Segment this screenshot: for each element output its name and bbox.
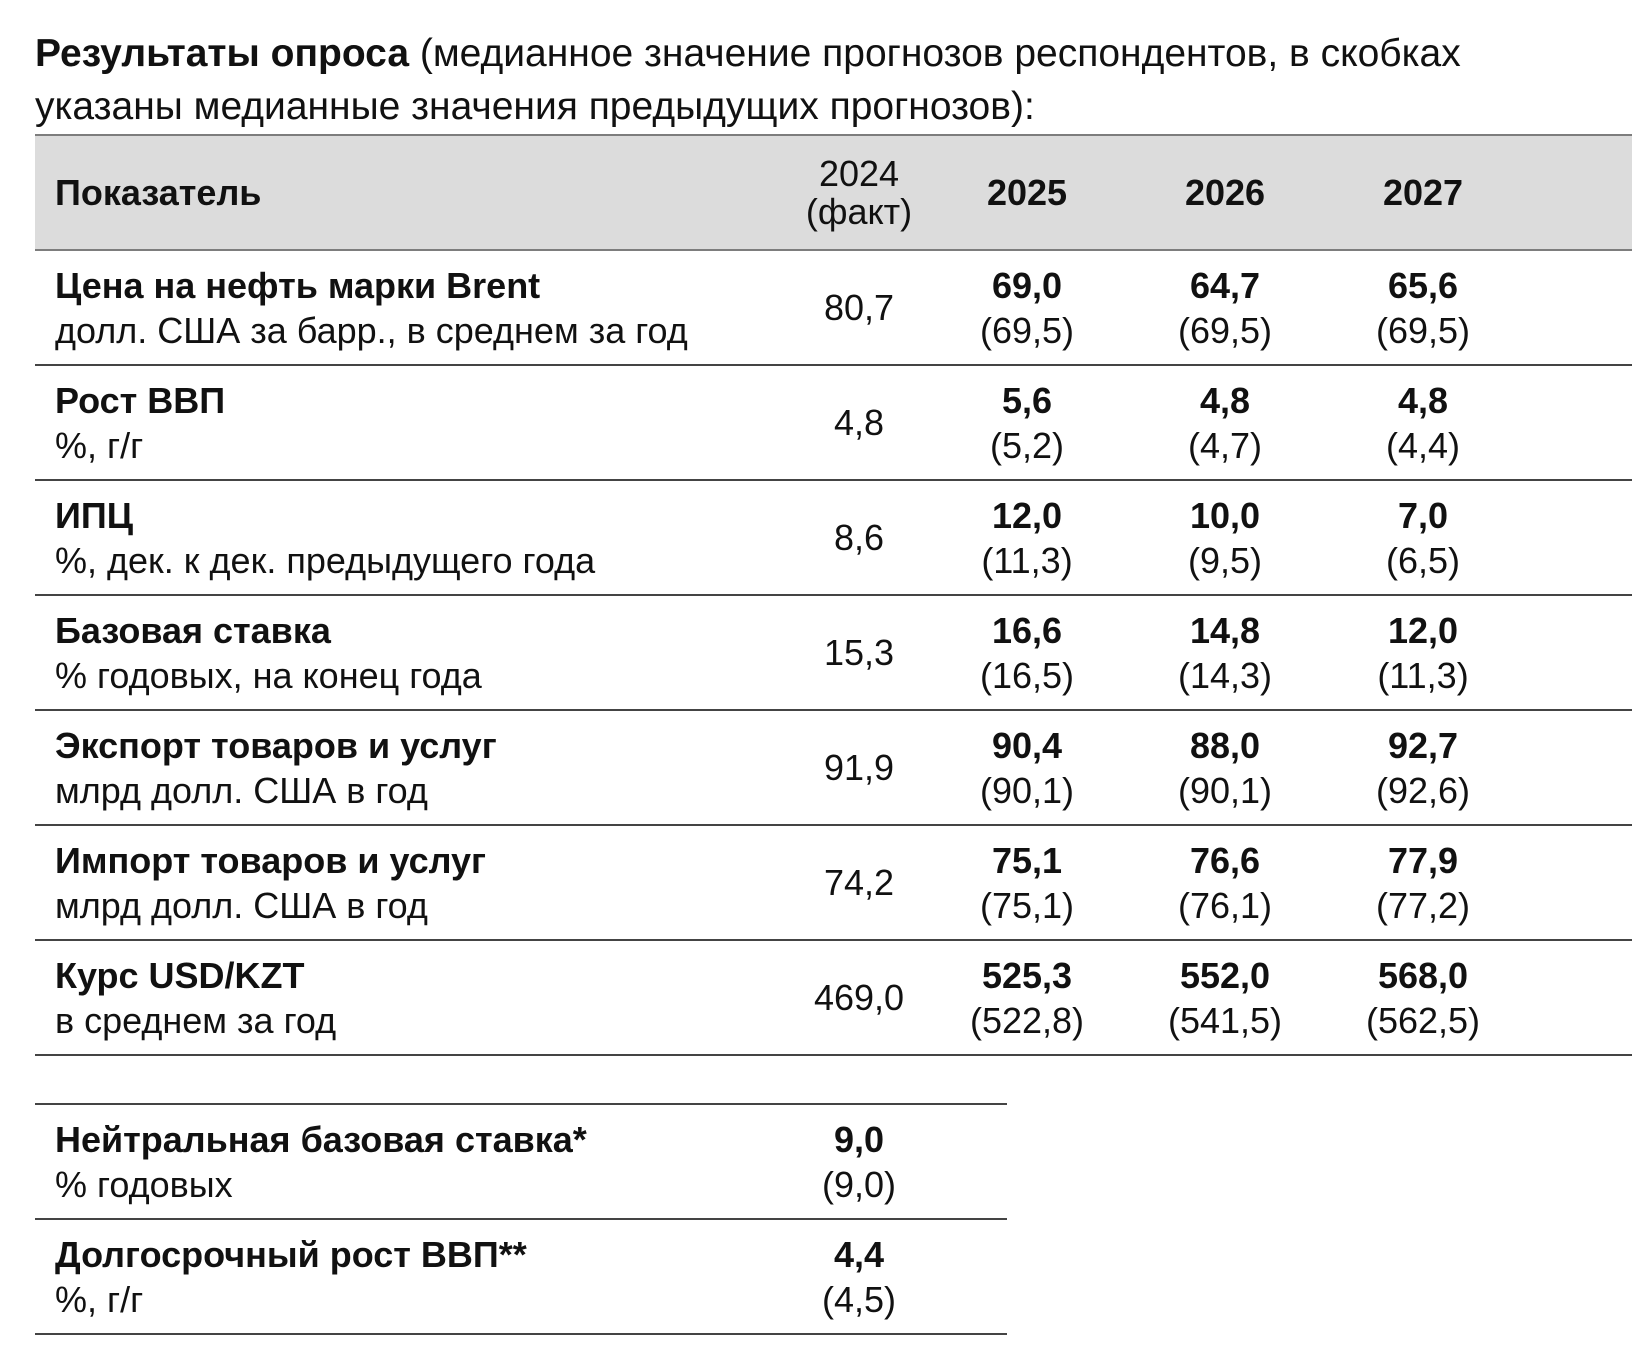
row-spacer — [1522, 595, 1632, 710]
forecast-value: 7,0 — [1397, 494, 1449, 536]
previous-forecast-value: (562,5) — [1365, 999, 1481, 1041]
table-title-bold: Результаты опроса — [35, 32, 410, 75]
fact-value: 80,7 — [823, 286, 895, 328]
forecast-value: 65,6 — [1387, 264, 1459, 306]
forecast-value: 4,8 — [1199, 379, 1251, 421]
table-row — [35, 940, 1632, 1055]
forecast-2026-cell — [1126, 710, 1324, 825]
row-spacer — [1522, 940, 1632, 1055]
row-spacer — [928, 1104, 1007, 1219]
table-header-row — [35, 135, 1632, 250]
indicator-unit: долл. США за барр., в среднем за год — [55, 309, 688, 351]
previous-forecast-value: (14,3) — [1177, 654, 1273, 696]
long-term-value-cell — [790, 1219, 928, 1334]
previous-forecast-value: (90,1) — [979, 769, 1075, 811]
table-row — [35, 710, 1632, 825]
fact-value: 74,2 — [823, 861, 895, 903]
forecast-value: 64,7 — [1189, 264, 1261, 306]
fact-value: 91,9 — [823, 746, 895, 788]
forecast-value: 5,6 — [1001, 379, 1053, 421]
forecast-2026-cell — [1126, 825, 1324, 940]
previous-forecast-value: (522,8) — [969, 999, 1085, 1041]
forecast-2026-cell — [1126, 940, 1324, 1055]
previous-forecast-value: (92,6) — [1375, 769, 1471, 811]
previous-forecast-value: (75,1) — [979, 884, 1075, 926]
row-spacer — [1522, 250, 1632, 365]
forecast-2025-cell — [928, 595, 1126, 710]
previous-forecast-value: (9,0) — [821, 1163, 897, 1205]
indicator-cell — [35, 1104, 790, 1219]
table-row — [35, 1219, 1007, 1334]
forecast-2025-cell — [928, 480, 1126, 595]
forecast-value: 12,0 — [991, 494, 1063, 536]
forecast-2026-cell — [1126, 595, 1324, 710]
forecast-2027-cell — [1324, 250, 1522, 365]
indicator-unit: в среднем за год — [55, 999, 337, 1041]
indicator-unit: %, г/г — [55, 424, 144, 466]
forecast-2027-cell — [1324, 480, 1522, 595]
forecast-2025-cell — [928, 250, 1126, 365]
indicator-unit: %, г/г — [55, 1278, 144, 1320]
indicator-unit: % годовых — [55, 1163, 233, 1205]
indicator-cell — [35, 595, 790, 710]
header-2027: 2027 — [1382, 171, 1464, 213]
previous-forecast-value: (16,5) — [979, 654, 1075, 696]
fact-value: 469,0 — [813, 976, 905, 1018]
forecast-2027-cell — [1324, 365, 1522, 480]
fact-value: 4,8 — [833, 401, 885, 443]
table-row — [35, 480, 1632, 595]
forecast-value: 4,8 — [1397, 379, 1449, 421]
long-term-value-cell — [790, 1104, 928, 1219]
row-spacer — [1522, 710, 1632, 825]
indicator-cell — [35, 365, 790, 480]
header-2025: 2025 — [986, 171, 1068, 213]
table-row — [35, 595, 1632, 710]
forecast-value: 76,6 — [1189, 839, 1261, 881]
header-indicator: Показатель — [55, 171, 262, 213]
indicator-cell — [35, 710, 790, 825]
forecast-value: 69,0 — [991, 264, 1063, 306]
previous-forecast-value: (4,7) — [1187, 424, 1263, 466]
previous-forecast-value: (6,5) — [1385, 539, 1461, 581]
table-title — [35, 27, 1595, 133]
table-row — [35, 250, 1632, 365]
forecast-table — [35, 134, 1632, 1056]
previous-forecast-value: (4,4) — [1385, 424, 1461, 466]
forecast-value: 568,0 — [1377, 954, 1469, 996]
header-2026: 2026 — [1184, 171, 1266, 213]
indicator-name: Цена на нефть марки Brent — [55, 264, 541, 306]
forecast-2025-cell — [928, 825, 1126, 940]
forecast-value: 90,4 — [991, 724, 1063, 766]
previous-forecast-value: (541,5) — [1167, 999, 1283, 1041]
forecast-2025-cell — [928, 940, 1126, 1055]
previous-forecast-value: (11,3) — [981, 539, 1073, 581]
previous-forecast-value: (76,1) — [1177, 884, 1273, 926]
forecast-value: 92,7 — [1387, 724, 1459, 766]
forecast-value: 77,9 — [1387, 839, 1459, 881]
table-row — [35, 1104, 1007, 1219]
previous-forecast-value: (69,5) — [1177, 309, 1273, 351]
forecast-value: 552,0 — [1179, 954, 1271, 996]
row-spacer — [1522, 825, 1632, 940]
previous-forecast-value: (77,2) — [1375, 884, 1471, 926]
indicator-unit: % годовых, на конец года — [55, 654, 482, 696]
table-row — [35, 365, 1632, 480]
forecast-value: 88,0 — [1189, 724, 1261, 766]
indicator-name: Экспорт товаров и услуг — [55, 724, 497, 766]
indicator-cell — [35, 940, 790, 1055]
forecast-value: 12,0 — [1387, 609, 1459, 651]
indicator-cell — [35, 825, 790, 940]
indicator-unit: млрд долл. США в год — [55, 884, 428, 926]
forecast-2026-cell — [1126, 365, 1324, 480]
fact-value: 8,6 — [833, 516, 885, 558]
previous-forecast-value: (11,3) — [1377, 654, 1469, 696]
previous-forecast-value: (4,5) — [821, 1278, 897, 1320]
header-spacer — [1522, 135, 1632, 250]
indicator-name: Импорт товаров и услуг — [55, 839, 487, 881]
forecast-value: 9,0 — [833, 1118, 885, 1160]
header-fact-label: (факт) — [805, 190, 913, 232]
long-term-table — [35, 1103, 1007, 1335]
table-row — [35, 825, 1632, 940]
forecast-value: 16,6 — [991, 609, 1063, 651]
previous-forecast-value: (5,2) — [989, 424, 1065, 466]
indicator-name: Базовая ставка — [55, 609, 331, 651]
indicator-unit: %, дек. к дек. предыдущего года — [55, 539, 596, 581]
forecast-value: 75,1 — [991, 839, 1063, 881]
header-fact-year: 2024 — [818, 152, 900, 194]
indicator-cell — [35, 1219, 790, 1334]
forecast-value: 4,4 — [833, 1233, 885, 1275]
indicator-cell — [35, 250, 790, 365]
indicator-cell — [35, 480, 790, 595]
forecast-value: 525,3 — [981, 954, 1073, 996]
indicator-name: Нейтральная базовая ставка* — [55, 1118, 587, 1160]
forecast-2026-cell — [1126, 480, 1324, 595]
row-spacer — [928, 1219, 1007, 1334]
forecast-2026-cell — [1126, 250, 1324, 365]
indicator-name: Долгосрочный рост ВВП** — [55, 1233, 527, 1275]
indicator-name: Курс USD/KZT — [55, 954, 305, 996]
forecast-value: 10,0 — [1189, 494, 1261, 536]
previous-forecast-value: (9,5) — [1187, 539, 1263, 581]
row-spacer — [1522, 365, 1632, 480]
previous-forecast-value: (69,5) — [979, 309, 1075, 351]
forecast-2027-cell — [1324, 710, 1522, 825]
indicator-name: Рост ВВП — [55, 379, 226, 421]
header-2024-fact — [790, 135, 928, 250]
indicator-unit: млрд долл. США в год — [55, 769, 428, 811]
forecast-value: 14,8 — [1189, 609, 1261, 651]
previous-forecast-value: (90,1) — [1177, 769, 1273, 811]
fact-value: 15,3 — [823, 631, 895, 673]
indicator-name: ИПЦ — [55, 494, 134, 536]
forecast-2027-cell — [1324, 825, 1522, 940]
forecast-2025-cell — [928, 710, 1126, 825]
row-spacer — [1522, 480, 1632, 595]
table-title-rest: (медианное значение прогнозов респондентов, в скобках указаны медианные значения предыдущих прогнозов): — [35, 32, 1461, 128]
forecast-2027-cell — [1324, 595, 1522, 710]
forecast-2027-cell — [1324, 940, 1522, 1055]
previous-forecast-value: (69,5) — [1375, 309, 1471, 351]
forecast-2025-cell — [928, 365, 1126, 480]
